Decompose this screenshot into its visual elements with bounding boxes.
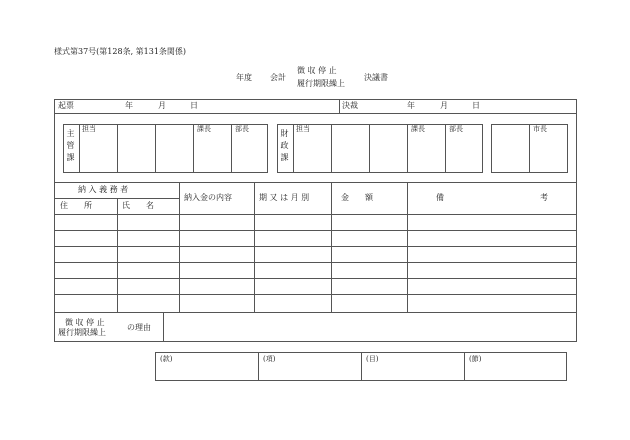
finance-dept-head-label: 部長 [449,125,463,133]
name-header: 氏 名 [122,201,154,210]
col-divider-amount [331,182,332,312]
draft-month-label: 月 [158,101,166,110]
main-dept-label: 主管課 [66,129,75,165]
amount-header: 金 額 [341,193,373,202]
decision-year-label: 年 [407,101,415,110]
title-line-advance: 履行期限繰上 [297,79,345,88]
form-number-note: 様式第37号(第128条, 第131条関係) [54,47,187,56]
main-dept-tanto-label: 担当 [82,125,96,133]
decision-date-label: 決裁 [342,101,358,110]
budget-setsu-label: (節) [469,355,482,363]
col-divider-address-name [117,198,118,312]
address-header: 住 所 [60,201,92,210]
account-label: 会計 [270,73,286,82]
table-top-border [54,182,577,183]
remarks-header-char2: 考 [540,193,548,202]
remarks-header-char1: 備 [436,193,444,202]
draft-date-label: 起票 [58,101,74,110]
period-header: 期 又 は 月 別 [259,193,310,202]
payment-content-header: 納入金の内容 [184,193,232,202]
col-divider-content [179,182,180,312]
draft-day-label: 日 [190,101,198,110]
finance-dept-tanto-label: 担当 [296,125,310,133]
reason-line-suspension: 徴 収 停 止 [65,318,105,327]
main-dept-head-label: 部長 [235,125,249,133]
budget-kou-label: (項) [263,355,276,363]
table-header-bottom [54,214,577,215]
decision-day-label: 日 [472,101,480,110]
mayor-label: 市長 [533,125,547,133]
finance-dept-label: 財政課 [280,129,289,165]
table-row-line [54,230,577,231]
date-row-divider [54,113,577,114]
draft-year-label: 年 [125,101,133,110]
table-row-line [54,294,577,295]
table-bottom-border [54,312,577,313]
decision-month-label: 月 [440,101,448,110]
obligor-header: 納 入 義 務 者 [78,185,129,194]
title-line-suspension: 徴 収 停 止 [297,66,337,75]
reason-suffix: の理由 [127,323,151,332]
finance-dept-section-chief-label: 課長 [411,125,425,133]
fiscal-year-label: 年度 [236,73,252,82]
table-row-line [54,246,577,247]
col-divider-period [254,182,255,312]
table-row-line [54,262,577,263]
main-dept-section-chief-label: 課長 [197,125,211,133]
reason-divider [163,312,164,342]
col-divider-remarks [407,182,408,312]
reason-line-advance: 履行期限繰上 [58,328,106,337]
budget-kan-label: (款) [160,355,173,363]
date-row-split [339,99,340,113]
table-row-line [54,278,577,279]
budget-moku-label: (目) [366,355,379,363]
document-type-label: 決議書 [364,73,388,82]
